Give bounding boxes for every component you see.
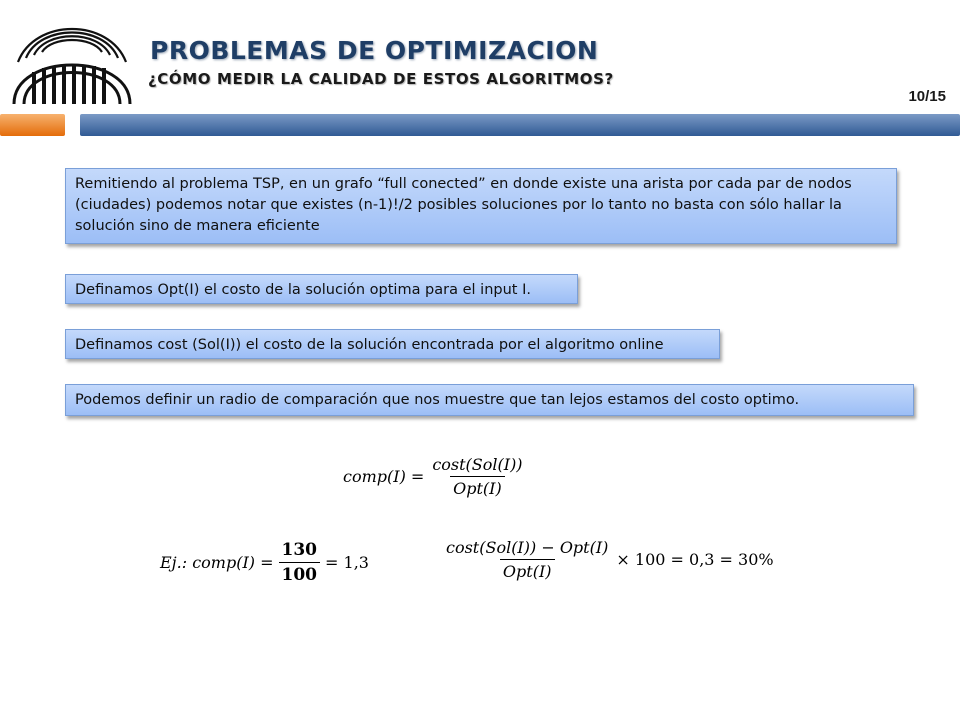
formula-comp-lhs: comp(I) = [343, 467, 425, 486]
university-logo-icon [10, 22, 134, 106]
text-box-tsp: Remitiendo al problema TSP, en un grafo “full conected” en donde existe una arista por cada par de nodos (ciudades) podemos notar que existes (n-1)!/2 posibles soluciones por lo tanto no basta con sólo hallar la solución sino de manera eficiente [65, 168, 897, 244]
formula-comp-fraction [429, 455, 525, 498]
page-number: 10/15 [908, 88, 946, 105]
formula-percent-result: × 100 = 0,3 = 30% [616, 550, 774, 569]
formula-example-lhs: Ej.: comp(I) = [160, 553, 274, 572]
formula-example-fraction [279, 540, 321, 585]
formula-percent-denominator: Opt(I) [500, 559, 555, 581]
text-box-ratio-definition: Podemos definir un radio de comparación que nos muestre que tan lejos estamos del costo optimo. [65, 384, 914, 416]
formula-comp-denominator: Opt(I) [450, 476, 505, 498]
header-accent-bar [0, 114, 65, 136]
slide-title: PROBLEMAS DE OPTIMIZACION [150, 36, 599, 65]
slide-subtitle: ¿CÓMO MEDIR LA CALIDAD DE ESTOS ALGORITMOS? [148, 70, 614, 88]
formula-example-denominator: 100 [279, 562, 321, 585]
formula-comp-numerator: cost(Sol(I)) [432, 455, 523, 474]
formula-example-numerator: 130 [281, 540, 318, 560]
formula-percent-fraction [443, 538, 611, 581]
formula-comp [343, 455, 531, 498]
formula-percent-numerator: cost(Sol(I)) − Opt(I) [446, 538, 609, 557]
formula-percent [438, 538, 774, 581]
header-blue-bar [80, 114, 960, 136]
formula-example [160, 540, 369, 585]
text-box-opt-definition: Definamos Opt(I) el costo de la solución optima para el input I. [65, 274, 578, 304]
text-box-cost-definition: Definamos cost (Sol(I)) el costo de la solución encontrada por el algoritmo online [65, 329, 720, 359]
formula-example-result: = 1,3 [325, 553, 369, 572]
